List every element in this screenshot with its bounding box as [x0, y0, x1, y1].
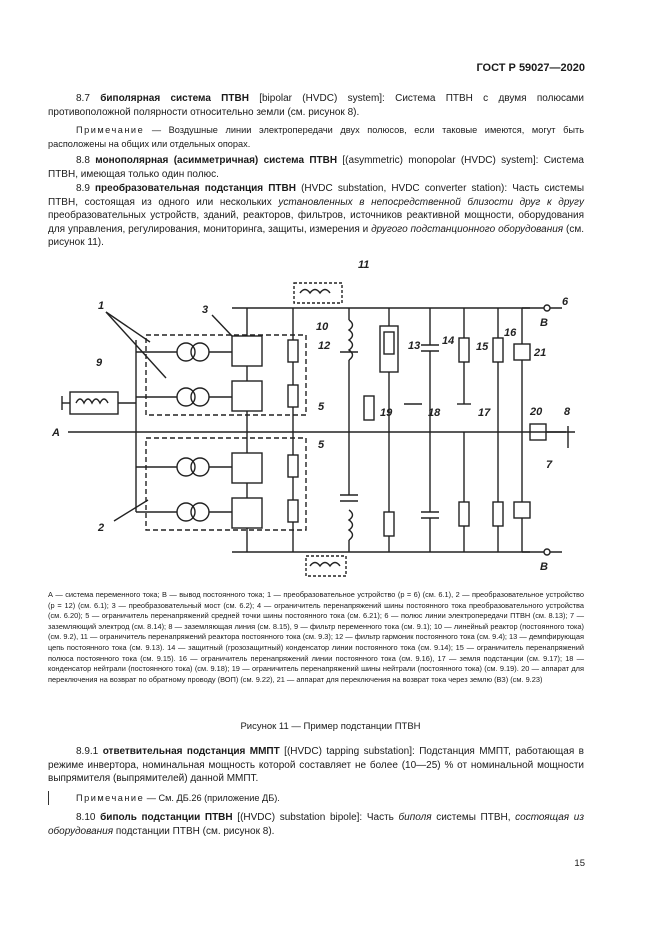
clause-number: 8.8: [76, 155, 90, 166]
label-b-bottom: B: [540, 561, 548, 573]
figure-title: Рисунок 11 — Пример подстанции ПТВН: [240, 721, 421, 732]
clause-text: (см. рисунок 11).: [48, 223, 584, 248]
clause-italic: установленных в непосредственной близости друг к другу: [278, 196, 584, 208]
label-9: 9: [96, 357, 103, 369]
clause-term: биполь подстанции ПТВН: [100, 812, 233, 823]
clause-number: 8.7: [76, 93, 90, 104]
note-text: — Воздушные линии электропередачи двух полюсов, если таковые имеются, могут быть расположены на общих или отдельных опорах.: [48, 125, 584, 149]
clause-number: 8.9.1: [76, 746, 99, 757]
label-11: 11: [358, 259, 370, 271]
clause-text: [(asymmetric) monopolar (HVDC) system]: Система ПТВН, имеющая только один полюс.: [48, 155, 584, 180]
document-id: ГОСТ Р 59027—2020: [476, 62, 585, 74]
page-number: 15: [574, 858, 585, 869]
figure-legend: А — система переменного тока; В — вывод постоянного тока; 1 — преобразовательное устройство (p = 6) (см. 6.1), 2 — преобразовательное устройство (p = 12) (см. 6.1); 3 — преобразовательный мост (см. 6.2); 4 — ограничитель перенапряжений шины постоянного тока преобразовательного устройства (см. 6.20); 5 — ограничитель перенапряжений средней точки шины постоянного тока (см. 6.21); 6 — полюс линии электропередачи ПТВН (см. 8.13); 7 — заземляющий электрод (см. 8.14); 8 — заземляющая линия (см. 8.15), 9 — фильтр переменного тока (см. 9.1); 10 — линейный реактор (постоянного тока) (см. 9.2), 11 — ограничитель перенапряжений реактора постоянного тока (см. 9.3); 12 — фильтр гармоник постоянного тока (см. 9.4); 13 — демпфирующая цепь постоянного тока (см. 9.13). 14 — защитный (грозозащитный) конденсатор линии постоянного тока (см. 9.14); 15 — ограничитель перенапряжений полюса постоянного тока (см. 9.15). 16 — ограничитель перенапряжений линии постоянного тока (см. 9.16), 17 — земля подстанции (см. 9.17); 18 — конденсатор нейтрали (постоянного тока) (см. 9.18); 19 — ограничитель перенапряжений шины нейтрали (постоянного тока) (см. 9.19). 20 — аппарат для переключения на возврат по обратному проводу (ВОП) (см. 9.22), 21 — аппарат для переключения на возврат тока через землю (ВЗ) (см. 9.23): [48, 590, 584, 684]
label-10: 10: [316, 321, 329, 333]
note-label: Примечание: [76, 793, 145, 803]
clause-text: (HVDC substation, HVDC converter station): Часть системы ПТВН, состоящая из одного или нескольких: [48, 183, 585, 208]
note-8-9-1: [48, 792, 584, 806]
clause-text: [(HVDC) substation bipole]: Часть: [232, 812, 399, 823]
label-1: 1: [98, 300, 105, 312]
label-8: 8: [564, 406, 571, 418]
clause-italic: другого подстанционного оборудования: [371, 223, 564, 235]
label-7: 7: [546, 459, 553, 471]
label-18: 18: [428, 407, 441, 419]
clause-term: преобразовательная подстанция ПТВН: [95, 183, 296, 194]
clause-term: монополярная (асимметричная) система ПТВН: [95, 155, 338, 166]
clause-text: подстанции ПТВН (см. рисунок 8).: [113, 825, 275, 837]
clause-text: [bipolar (HVDC) system]: Система ПТВН с двумя полюсами противоположной полярности относительно земли (см. рисунок 8).: [48, 93, 584, 118]
label-20: 20: [530, 406, 543, 418]
clause-italic: состоящая из оборудования: [48, 812, 585, 837]
label-16: 16: [504, 327, 517, 339]
label-12: 12: [318, 340, 331, 352]
note-label: Примечание: [76, 125, 145, 135]
label-b-top: B: [540, 317, 548, 329]
clause-number: 8.10: [76, 812, 96, 823]
label-6: 6: [562, 296, 569, 308]
clause-text: системы ПТВН,: [431, 812, 516, 823]
clause-term: биполярная система ПТВН: [100, 93, 249, 104]
label-19: 19: [380, 407, 393, 419]
clause-term: ответвительная подстанция ММПТ: [102, 746, 280, 757]
label-5a: 5: [318, 401, 325, 413]
label-21: 21: [534, 347, 547, 359]
clause-8-10: [48, 811, 584, 838]
clause-italic: биполя: [398, 812, 432, 823]
label-a: A: [52, 427, 60, 439]
label-14: 14: [442, 335, 455, 347]
note-text: — См. ДБ.26 (приложение ДБ).: [144, 793, 280, 803]
label-3: 3: [202, 304, 209, 316]
clause-text: преобразовательных устройств, зданий, реакторов, фильтров, источников реактивной мощности, оборудования для управления, регулирования, мониторинга, защиты, измерения и: [48, 210, 584, 235]
label-2: 2: [98, 522, 105, 534]
clause-8-9-1: [48, 745, 584, 786]
label-17: 17: [478, 407, 491, 419]
clause-number: 8.9: [76, 183, 90, 194]
label-5b: 5: [318, 439, 325, 451]
label-15: 15: [476, 341, 489, 353]
label-13: 13: [408, 340, 421, 352]
clause-text: [(HVDC) tapping substation]: Подстанция ММПТ, работающая в режиме инвертора, номинальная мощность которой составляет не более (10—25) % от номинальной мощности выпрямителя (выпрямителей) данной ММПТ.: [48, 746, 584, 784]
